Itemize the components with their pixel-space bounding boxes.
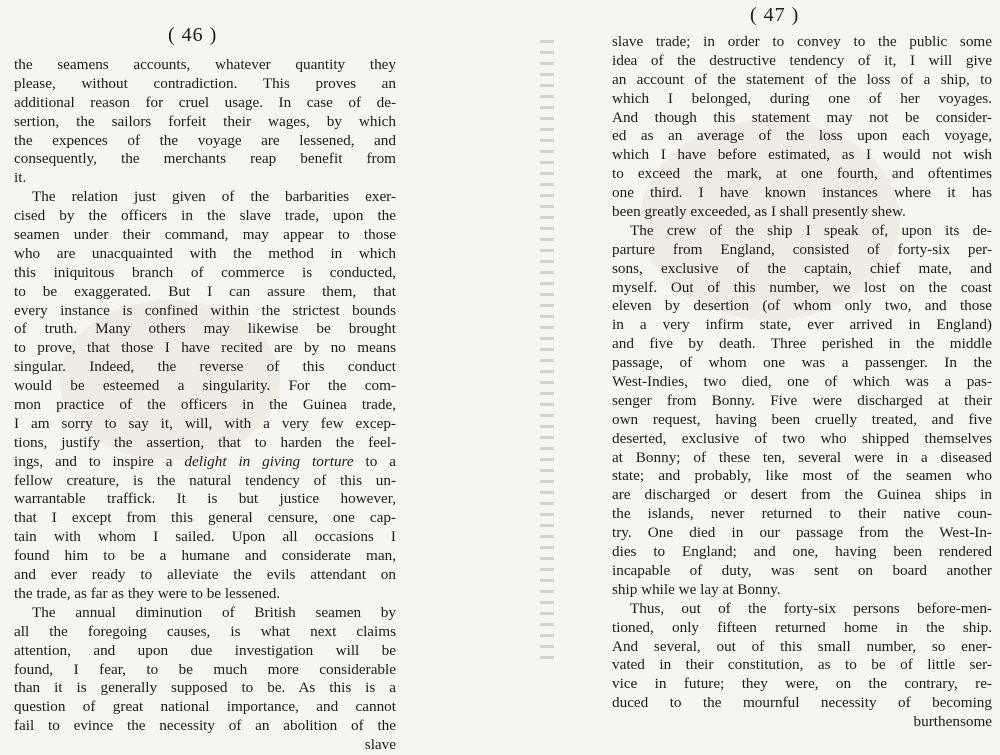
text-run: slave trade; in order to convey to the public some [612, 33, 992, 50]
text-run: singular. Indeed, the reverse of this conduct [14, 358, 396, 376]
text-line [612, 675, 992, 694]
text-line [14, 377, 396, 396]
text-run: it. [14, 169, 27, 187]
text-line [612, 392, 992, 411]
text-line [14, 472, 396, 491]
text-run: state; and probably, like most of the seamen who [612, 467, 992, 485]
text-line [612, 411, 992, 430]
text-line [14, 283, 396, 302]
text-line [612, 486, 992, 505]
text-run: please, without contradiction. This proves an [14, 74, 396, 92]
text-line [14, 661, 396, 680]
text-line [14, 75, 396, 94]
text-run: mon practice of the officers in the Guinea trade, [14, 396, 396, 414]
text-run: senger from Bonny. Five were discharged at their [612, 391, 992, 409]
text-run: that I except from this general censure, one cap- [14, 509, 396, 527]
text-line [612, 373, 992, 392]
left-page [0, 0, 500, 754]
text-run: tions, justify the assertion, that to harden the feel- [14, 433, 396, 451]
text-run: than it is generally supposed to be. As this is a [14, 679, 396, 697]
text-run: vice in future; they were, on the contrary, re- [612, 675, 992, 693]
text-run: And several, out of this small number, so ener- [612, 637, 992, 655]
text-line [14, 698, 396, 717]
text-line [612, 184, 992, 203]
text-run: fellow creature, is the natural tendency of this un- [14, 471, 396, 489]
text-run: the islands, never returned to their native coun- [612, 505, 992, 523]
text-run: of truth. Many others may likewise be brought [14, 320, 396, 338]
page-text [612, 33, 992, 732]
text-line [14, 113, 396, 132]
text-line [14, 302, 396, 321]
text-run: sertion, the sailors forfeit their wages, by which [14, 112, 396, 130]
text-run: to exceed the mark, at one fourth, and oftentimes [612, 165, 992, 183]
text-line [14, 339, 396, 358]
text-run: are discharged or desert from the Guinea ships in [612, 486, 992, 504]
text-line [612, 354, 992, 373]
text-run: tioned, only fifteen returned home in the ship. [612, 618, 992, 636]
italic-emphasis: delight in giving torture [184, 452, 354, 470]
text-line [612, 505, 992, 524]
text-run: sons, exclusive of the captain, chief mate, and [612, 259, 992, 277]
text-line [14, 434, 396, 453]
text-run: parture from England, consisted of forty-six per- [612, 240, 992, 258]
text-run: ed as an average of the loss upon each voyage, [612, 127, 992, 145]
text-line [14, 736, 396, 755]
text-line [14, 169, 396, 188]
text-run: question of great national importance, and cannot [14, 698, 396, 716]
text-run: this iniquitous branch of commerce is conducted, [14, 263, 396, 281]
text-run: who are unacquainted with the method in which [14, 244, 396, 262]
text-line [612, 90, 992, 109]
text-run: additional reason for cruel usage. In case of de- [14, 93, 396, 111]
text-run: The relation just given of the barbarities exer- [32, 188, 396, 206]
text-line [612, 241, 992, 260]
text-run: an account of the statement of the loss of a ship, to [612, 70, 992, 88]
text-run: attention, and upon due investigation will be [14, 641, 396, 659]
text-run: incapable of duty, was sent on board another [612, 561, 992, 579]
text-line [612, 279, 992, 298]
text-run: would be esteemed a singularity. For the com- [14, 377, 396, 395]
text-run: and ever ready to alleviate the evils attendant on [14, 566, 396, 584]
text-run: seamen under their command, may appear to those [14, 226, 396, 244]
text-line [14, 642, 396, 661]
text-line [14, 396, 396, 415]
text-line [14, 566, 396, 585]
text-line [612, 694, 992, 713]
text-line [612, 335, 992, 354]
text-line [14, 264, 396, 283]
text-line [612, 260, 992, 279]
text-line [612, 165, 992, 184]
text-line [612, 581, 992, 600]
text-line [612, 203, 992, 222]
text-line [14, 132, 396, 151]
text-line [14, 245, 396, 264]
text-line [14, 358, 396, 377]
text-line [14, 207, 396, 226]
text-run: the trade, as far as they were to be lessened. [14, 584, 281, 602]
text-run: in a very infirm state, ever arrived in England) [612, 316, 992, 334]
text-line [14, 226, 396, 245]
text-run: to a [353, 452, 396, 470]
text-line [612, 524, 992, 543]
text-run: one third. I have known instances where it has [612, 184, 992, 202]
text-run: all the foregoing causes, is what next claims [14, 622, 396, 640]
text-line [14, 679, 396, 698]
page-number: ( 47 ) [750, 4, 800, 26]
text-line [14, 604, 396, 623]
text-line [612, 222, 992, 241]
text-line [14, 547, 396, 566]
text-run: passage, of whom one was a passenger. In the [612, 354, 992, 372]
text-run: to prove, that those I have recited are by no means [14, 339, 396, 357]
text-run: and five by death. Three perished in the middle [612, 335, 992, 353]
text-run: I am sorry to say it, will, with a very few excep- [14, 414, 396, 432]
text-line [14, 94, 396, 113]
text-run: own request, having been cruelly treated, and five [612, 410, 992, 428]
text-line [612, 656, 992, 675]
text-line [612, 316, 992, 335]
text-line [612, 430, 992, 449]
text-run: tain with whom I sailed. Upon all occasions I [14, 528, 396, 546]
text-run: duced to the mournful necessity of becoming [612, 694, 992, 712]
text-run: vated in their constitution, as to be of little ser- [612, 656, 992, 674]
text-run: slave [364, 736, 396, 754]
text-line [612, 146, 992, 165]
text-run: consequently, the merchants reap benefit from [14, 150, 396, 168]
text-line [612, 638, 992, 657]
text-run: fail to evince the necessity of an abolition of the [14, 717, 396, 735]
text-run: which I belonged, during one of her voyages. [612, 89, 992, 107]
text-line [612, 600, 992, 619]
text-run: ings, and to inspire a [14, 452, 185, 470]
text-run: found, I fear, to be much more considerable [14, 660, 396, 678]
text-line [612, 467, 992, 486]
text-run: cised by the officers in the slave trade, upon the [14, 207, 396, 225]
text-line [612, 109, 992, 128]
text-run: dies to England; and one, having been rendered [612, 543, 992, 561]
text-run: ship while we lay at Bonny. [612, 580, 781, 598]
text-line [612, 71, 992, 90]
text-run: burthensome [913, 713, 992, 731]
text-run: Thus, out of the forty-six persons before-men- [630, 599, 992, 617]
text-line [14, 528, 396, 547]
text-run: warrantable traffick. It is but justice however, [14, 490, 396, 508]
text-line [14, 150, 396, 169]
text-line [612, 543, 992, 562]
text-line [612, 713, 992, 732]
text-run: to be exaggerated. But I can assure them, that [14, 282, 396, 300]
text-line [14, 585, 396, 604]
text-line [14, 415, 396, 434]
text-run: the seamens accounts, whatever quantity they [14, 56, 396, 73]
text-line [612, 449, 992, 468]
text-run: every instance is confined within the strictest bounds [14, 301, 396, 319]
text-run: try. One died in our passage from the West-In- [612, 524, 992, 542]
text-line [14, 320, 396, 339]
text-run: at Bonny; of these ten, several were in a diseased [612, 448, 992, 466]
text-line [612, 127, 992, 146]
text-run: found him to be a humane and considerate man, [14, 547, 396, 565]
text-line [14, 453, 396, 472]
text-run: which I have before estimated, as I would not wish [612, 146, 992, 164]
text-line [612, 52, 992, 71]
text-line [612, 619, 992, 638]
text-run: West-Indies, two died, one of which was a pas- [612, 373, 992, 391]
text-run: The annual diminution of British seamen by [32, 603, 396, 621]
text-line [14, 490, 396, 509]
text-line [14, 717, 396, 736]
text-line [14, 509, 396, 528]
text-run: The crew of the ship I speak of, upon its de- [630, 221, 992, 239]
text-run: idea of the destructive tendency of it, I will give [612, 51, 992, 69]
right-page [500, 0, 1000, 731]
text-line [612, 562, 992, 581]
text-run: And though this statement may not be consider- [612, 108, 992, 126]
text-line [14, 623, 396, 642]
page-text [14, 56, 396, 755]
text-line [612, 33, 992, 52]
text-line [14, 188, 396, 207]
page-number: ( 46 ) [168, 24, 218, 46]
text-run: eleven by desertion (of whom only two, and those [612, 297, 992, 315]
text-line [14, 56, 396, 75]
text-run: deserted, exclusive of two who shipped themselves [612, 429, 992, 447]
text-line [612, 297, 992, 316]
text-run: been greatly exceeded, as I shall presently shew. [612, 203, 906, 221]
text-run: the expences of the voyage are lessened, and [14, 131, 396, 149]
text-run: myself. Out of this number, we lost on the coast [612, 278, 992, 296]
